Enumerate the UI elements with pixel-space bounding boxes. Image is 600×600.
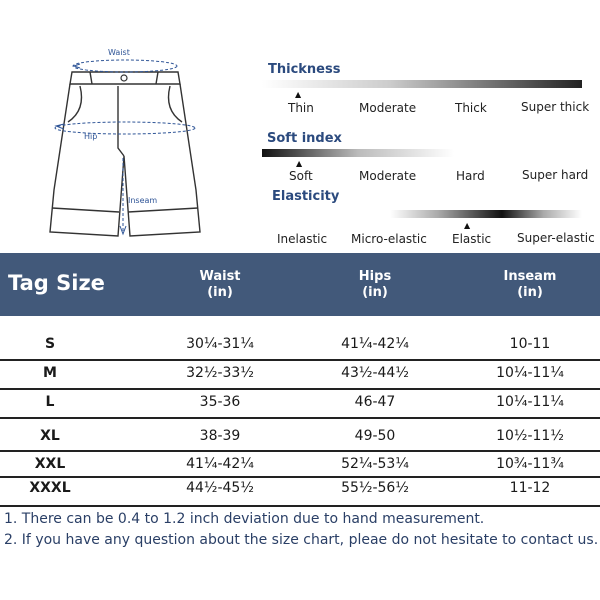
size-cell: M [43,365,57,381]
waist-column-header [165,269,275,301]
hips-cell: 49-50 [354,428,396,444]
elasticity-option-micro-elastic: Micro-elastic [351,232,427,246]
soft-index-option-hard: Hard [456,169,485,183]
table-row [0,384,600,420]
elasticity-option-super-elastic: Super-elastic [517,231,595,245]
inseam-column-header [475,269,585,301]
thickness-marker-icon: ▲ [295,90,302,99]
soft-index-title: Soft index [267,131,342,146]
waist-cell: 41¼-42¼ [186,456,254,472]
tag-size-header: Tag Size [8,271,105,295]
inseam-cell: 10¼-11¼ [496,394,564,410]
soft-index-gradient-bar [262,149,582,157]
inseam-cell: 10¼-11¼ [496,365,564,381]
inseam-cell: 10¾-11¾ [496,456,564,472]
hips-cell: 55½-56½ [341,480,409,496]
shorts-diagram [40,40,210,250]
inseam-cell: 11-12 [509,480,551,496]
thickness-gradient-bar [262,80,582,88]
inseam-cell: 10-11 [509,336,551,352]
elasticity-title: Elasticity [272,189,340,204]
hips-cell: 52¼-53¼ [341,456,409,472]
soft-index-option-super-hard: Super hard [522,168,589,182]
note-line-1: 1. There can be 0.4 to 1.2 inch deviation due to hand measurement. [4,511,485,527]
hips-header-label: Hips [358,269,392,284]
waist-header-unit: (in) [207,285,233,300]
waist-cell: 32½-33½ [186,365,254,381]
elasticity-marker-icon: ▲ [464,221,471,230]
inseam-header-unit: (in) [517,285,543,300]
waist-label: Waist [108,48,130,57]
thickness-option-super-thick: Super thick [521,100,590,114]
soft-index-option-soft: Soft [289,169,313,183]
waist-header-label: Waist [199,269,241,284]
elasticity-option-elastic: Elastic [452,232,492,246]
hips-header-unit: (in) [362,285,388,300]
hips-column-header [320,269,430,301]
waist-cell: 35-36 [199,394,241,410]
size-cell: L [45,394,55,410]
hips-cell: 46-47 [354,394,396,410]
thickness-option-thick: Thick [455,101,487,115]
soft-index-option-moderate: Moderate [359,169,417,183]
waist-cell: 30¼-31¼ [186,336,254,352]
elasticity-gradient-bar [262,210,582,218]
inseam-header-label: Inseam [503,269,557,284]
row-divider [0,505,600,507]
size-cell: S [44,336,56,352]
elasticity-option-inelastic: Inelastic [277,232,328,246]
shorts-outline-icon [40,40,210,250]
soft-index-marker-icon: ▲ [296,159,303,168]
waist-cell: 38-39 [199,428,241,444]
table-row [0,470,600,506]
thickness-option-moderate: Moderate [359,101,417,115]
inseam-cell: 10½-11½ [496,428,564,444]
inseam-label: Inseam [128,196,158,205]
size-cell: XXL [34,456,66,472]
hips-cell: 41¼-42¼ [341,336,409,352]
thickness-title: Thickness [268,62,341,77]
hips-cell: 43½-44½ [341,365,409,381]
waist-cell: 44½-45½ [186,480,254,496]
thickness-option-thin: Thin [288,101,314,115]
hip-label: Hip [84,132,98,141]
note-line-2: 2. If you have any question about the size chart, pleae do not hesitate to contact us. [4,532,599,548]
size-cell: XL [40,428,60,444]
size-table-header [0,253,600,316]
size-cell: XXXL [29,480,71,496]
